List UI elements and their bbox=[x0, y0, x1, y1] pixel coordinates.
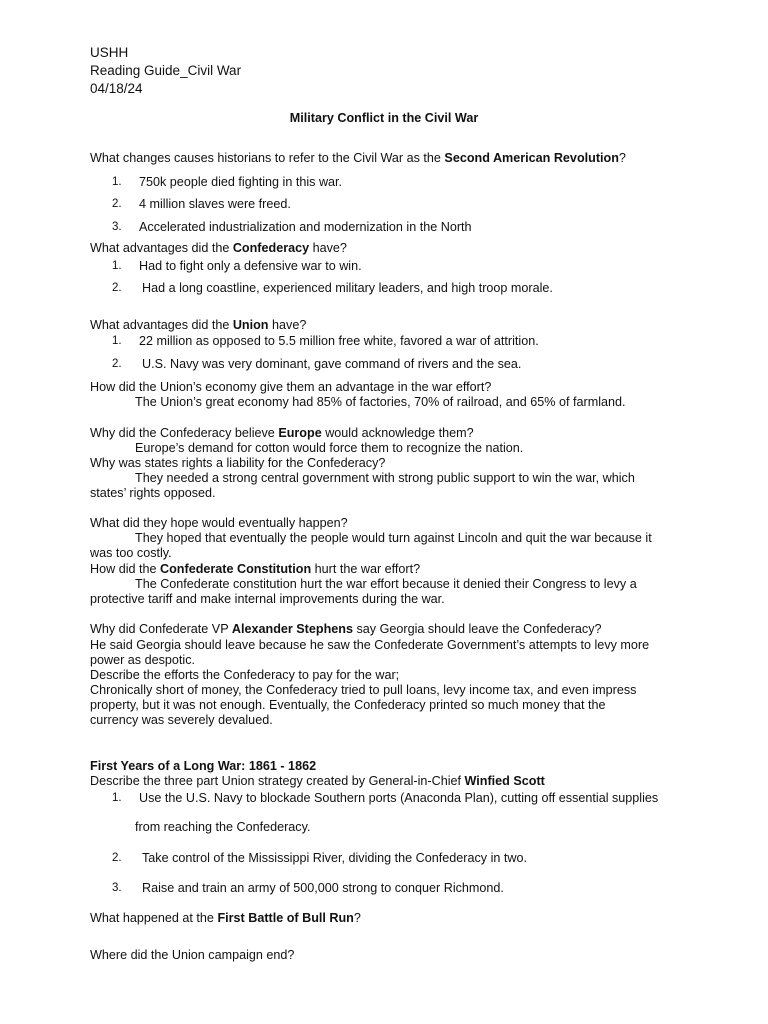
list-number: 1. bbox=[112, 260, 122, 272]
answer-constitution-line1: The Confederate constitution hurt the war effort because it denied their Congress to levy a bbox=[135, 577, 637, 591]
answer-war-finance-line3: currency was severely devalued. bbox=[90, 713, 273, 727]
question-union-campaign: Where did the Union campaign end? bbox=[90, 948, 295, 962]
list-item: 4 million slaves were freed. bbox=[139, 197, 291, 211]
answer-constitution-line2: protective tariff and make internal improvements during the war. bbox=[90, 592, 445, 606]
section-heading: First Years of a Long War: 1861 - 1862 bbox=[90, 759, 317, 773]
header-guide: Reading Guide_Civil War bbox=[90, 63, 242, 78]
answer-states-rights-line2: states’ rights opposed. bbox=[90, 486, 216, 500]
list-number: 2. bbox=[112, 282, 122, 294]
list-item: Had to fight only a defensive war to win. bbox=[139, 259, 362, 273]
list-number: 2. bbox=[112, 852, 122, 864]
list-number: 2. bbox=[112, 198, 122, 210]
answer-europe: Europe’s demand for cotton would force them to recognize the nation. bbox=[135, 441, 524, 455]
list-item-continuation: from reaching the Confederacy. bbox=[135, 820, 311, 834]
list-number: 2. bbox=[112, 358, 122, 370]
answer-war-finance-line1: Chronically short of money, the Confederacy tried to pull loans, levy income tax, and even impress bbox=[90, 683, 637, 697]
document-title: Military Conflict in the Civil War bbox=[289, 111, 479, 125]
list-item: 22 million as opposed to 5.5 million free white, favored a war of attrition. bbox=[139, 334, 539, 348]
question-stephens: Why did Confederate VP Alexander Stephens say Georgia should leave the Confederacy? bbox=[90, 622, 602, 636]
answer-hope-line2: was too costly. bbox=[90, 546, 172, 560]
question-confederacy-advantages: What advantages did the Confederacy have? bbox=[90, 241, 347, 255]
list-number: 1. bbox=[112, 792, 122, 804]
question-bull-run: What happened at the First Battle of Bull Run? bbox=[90, 911, 361, 925]
question-second-revolution: What changes causes historians to refer to the Civil War as the Second American Revolution? bbox=[90, 151, 626, 165]
question-war-finance: Describe the efforts the Confederacy to pay for the war; bbox=[90, 668, 400, 682]
question-confederate-constitution: How did the Confederate Constitution hurt the war effort? bbox=[90, 562, 421, 576]
list-item: U.S. Navy was very dominant, gave command of rivers and the sea. bbox=[142, 357, 522, 371]
answer-hope-line1: They hoped that eventually the people would turn against Lincoln and quit the war because it bbox=[135, 531, 652, 545]
list-item: Raise and train an army of 500,000 strong to conquer Richmond. bbox=[142, 881, 504, 895]
list-number: 1. bbox=[112, 335, 122, 347]
question-europe: Why did the Confederacy believe Europe would acknowledge them? bbox=[90, 426, 474, 440]
list-item: 750k people died fighting in this war. bbox=[139, 175, 343, 189]
question-states-rights: Why was states rights a liability for the Confederacy? bbox=[90, 456, 386, 470]
answer-war-finance-line2: property, but it was not enough. Eventually, the Confederacy printed so much money that the bbox=[90, 698, 606, 712]
question-scott-strategy: Describe the three part Union strategy created by General-in-Chief Winfied Scott bbox=[90, 774, 545, 788]
list-item: Accelerated industrialization and modernization in the North bbox=[139, 220, 472, 234]
list-number: 3. bbox=[112, 882, 122, 894]
list-number: 1. bbox=[112, 176, 122, 188]
answer-stephens-line1: He said Georgia should leave because he saw the Confederate Government’s attempts to levy more bbox=[90, 638, 650, 652]
list-item: Had a long coastline, experienced military leaders, and high troop morale. bbox=[142, 281, 553, 295]
answer-union-economy: The Union’s great economy had 85% of factories, 70% of railroad, and 65% of farmland. bbox=[135, 395, 626, 409]
answer-states-rights-line1: They needed a strong central government with strong public support to win the war, which bbox=[135, 471, 635, 485]
question-hope: What did they hope would eventually happen? bbox=[90, 516, 348, 530]
header-date: 04/18/24 bbox=[90, 81, 143, 96]
list-number: 3. bbox=[112, 221, 122, 233]
question-union-economy: How did the Union’s economy give them an advantage in the war effort? bbox=[90, 380, 492, 394]
answer-stephens-line2: power as despotic. bbox=[90, 653, 196, 667]
header-course: USHH bbox=[90, 45, 129, 60]
list-item: Use the U.S. Navy to blockade Southern ports (Anaconda Plan), cutting off essential supplies bbox=[139, 791, 659, 805]
list-item: Take control of the Mississippi River, dividing the Confederacy in two. bbox=[142, 851, 527, 865]
question-union-advantages: What advantages did the Union have? bbox=[90, 318, 307, 332]
